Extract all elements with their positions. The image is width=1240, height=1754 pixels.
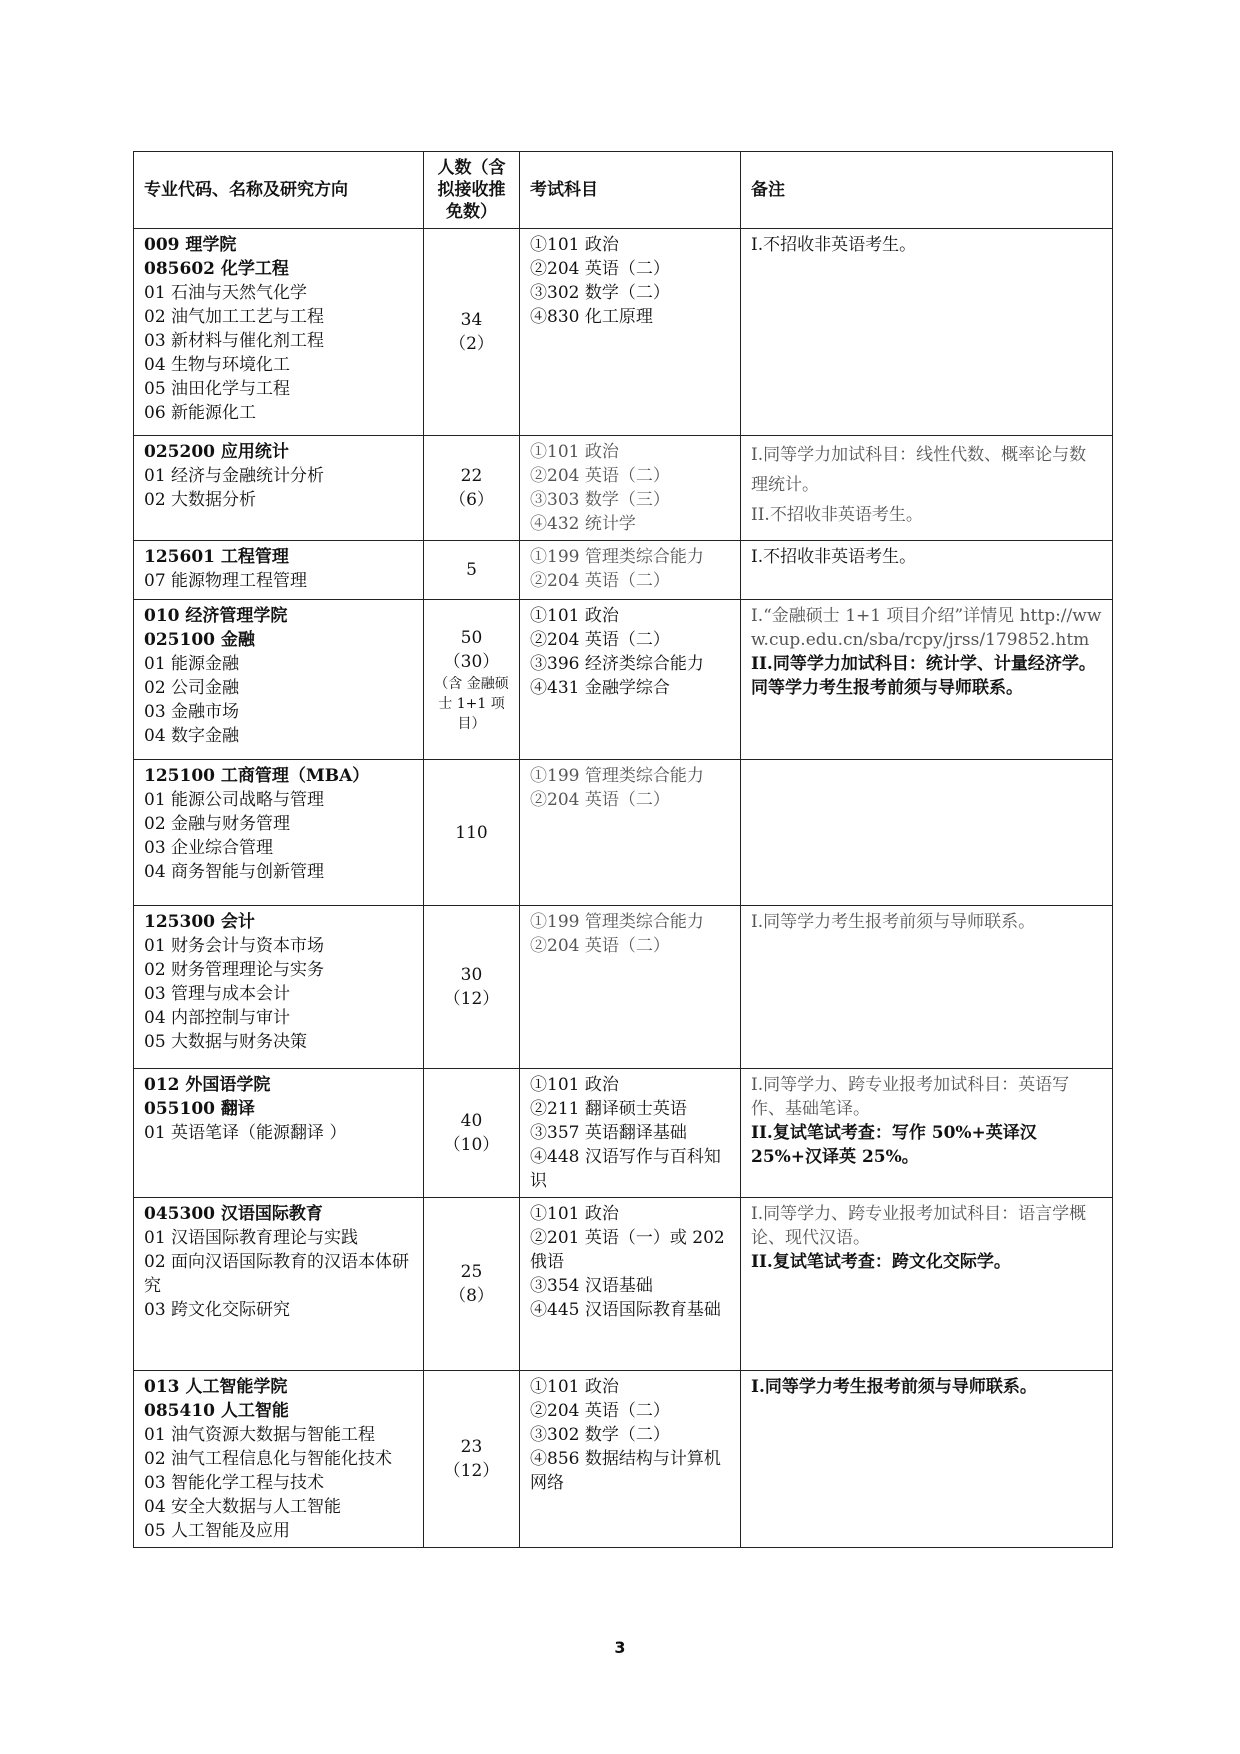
direction: 05 油田化学与工程 xyxy=(144,379,291,399)
table-row xyxy=(134,1198,1113,1371)
notes-cell xyxy=(741,436,1113,541)
exam-cell xyxy=(520,1198,741,1371)
direction: 03 企业综合管理 xyxy=(144,838,274,858)
notes-cell xyxy=(741,760,1113,906)
table-row xyxy=(134,1069,1113,1198)
direction: 02 金融与财务管理 xyxy=(144,814,291,834)
note: II.复试笔试考查：写作 50%+英译汉 25%+汉译英 25%。 xyxy=(751,1123,1037,1167)
exam-cell xyxy=(520,600,741,760)
major-cell xyxy=(134,436,424,541)
count: 40 xyxy=(460,1111,483,1131)
direction: 04 内部控制与审计 xyxy=(144,1008,291,1028)
note: I.同等学力考生报考前须与导师联系。 xyxy=(751,912,1036,932)
notes-cell xyxy=(741,1371,1113,1548)
school-name: 012 外国语学院 xyxy=(144,1075,271,1095)
major-name: 125300 会计 xyxy=(144,912,255,932)
major-name: 025100 金融 xyxy=(144,630,255,650)
note: II.不招收非英语考生。 xyxy=(751,505,923,525)
count-cell xyxy=(424,906,520,1069)
exam-subject: ①101 政治 xyxy=(530,1377,619,1397)
direction: 06 新能源化工 xyxy=(144,403,257,423)
direction: 01 能源金融 xyxy=(144,654,240,674)
table-row xyxy=(134,229,1113,436)
direction: 02 面向汉语国际教育的汉语本体研究 xyxy=(144,1252,410,1296)
count-sub: （2） xyxy=(449,334,494,354)
exam-subject: ②204 英语（二） xyxy=(530,790,670,810)
major-cell xyxy=(134,1069,424,1198)
exam-subject: ④448 汉语写作与百科知识 xyxy=(530,1147,721,1191)
direction: 05 大数据与财务决策 xyxy=(144,1032,308,1052)
direction: 02 公司金融 xyxy=(144,678,240,698)
count-sub: （8） xyxy=(449,1286,494,1306)
exam-subject: ③357 英语翻译基础 xyxy=(530,1123,687,1143)
count-sub: （10） xyxy=(443,1135,500,1155)
major-cell xyxy=(134,760,424,906)
exam-subject: ①101 政治 xyxy=(530,606,619,626)
exam-subject: ③303 数学（三） xyxy=(530,490,670,510)
count: 50 xyxy=(460,627,483,648)
note: I.不招收非英语考生。 xyxy=(751,235,917,255)
direction: 03 管理与成本会计 xyxy=(144,984,291,1004)
table-row xyxy=(134,760,1113,906)
note: I.同等学力、跨专业报考加试科目：英语写作、基础笔译。 xyxy=(751,1075,1070,1119)
exam-subject: ④830 化工原理 xyxy=(530,307,653,327)
exam-cell xyxy=(520,1371,741,1548)
header-exam: 考试科目 xyxy=(520,152,741,229)
direction: 02 油气加工工艺与工程 xyxy=(144,307,325,327)
direction: 04 数字金融 xyxy=(144,726,240,746)
note: I.同等学力考生报考前须与导师联系。 xyxy=(751,1377,1037,1397)
count-cell xyxy=(424,1198,520,1371)
note: II.复试笔试考查：跨文化交际学。 xyxy=(751,1252,1011,1272)
major-cell xyxy=(134,906,424,1069)
exam-subject: ②204 英语（二） xyxy=(530,571,670,591)
count: 23 xyxy=(460,1437,483,1457)
count: 110 xyxy=(455,822,488,843)
exam-subject: ④856 数据结构与计算机网络 xyxy=(530,1449,721,1493)
note: II.同等学力加试科目：统计学、计量经济学。同等学力考生报考前须与导师联系。 xyxy=(751,654,1096,698)
exam-cell xyxy=(520,229,741,436)
count-cell xyxy=(424,600,520,760)
count-sub: （30） xyxy=(443,651,500,672)
exam-subject: ②204 英语（二） xyxy=(530,1401,670,1421)
exam-subject: ①101 政治 xyxy=(530,1075,619,1095)
direction: 04 生物与环境化工 xyxy=(144,355,291,375)
direction: 02 油气工程信息化与智能化技术 xyxy=(144,1449,393,1469)
count-cell xyxy=(424,541,520,600)
table-row xyxy=(134,600,1113,760)
page-number: 3 xyxy=(614,1638,626,1657)
direction: 01 能源公司战略与管理 xyxy=(144,790,325,810)
count-cell xyxy=(424,760,520,906)
direction: 01 英语笔译（能源翻译 ） xyxy=(144,1123,347,1143)
major-cell xyxy=(134,600,424,760)
notes-cell xyxy=(741,1069,1113,1198)
count-note: （含 金融硕士 1+1 项目） xyxy=(434,675,509,732)
major-name: 125601 工程管理 xyxy=(144,547,289,567)
exam-subject: ②204 英语（二） xyxy=(530,630,670,650)
direction: 01 财务会计与资本市场 xyxy=(144,936,325,956)
count-sub: （12） xyxy=(443,1461,500,1481)
exam-subject: ④431 金融学综合 xyxy=(530,678,670,698)
notes-cell xyxy=(741,906,1113,1069)
count: 34 xyxy=(460,310,483,330)
direction: 05 人工智能及应用 xyxy=(144,1521,291,1541)
note: I.不招收非英语考生。 xyxy=(751,547,917,567)
exam-subject: ①199 管理类综合能力 xyxy=(530,912,704,932)
count-sub: （12） xyxy=(443,989,500,1009)
school-name: 009 理学院 xyxy=(144,235,237,255)
direction: 07 能源物理工程管理 xyxy=(144,571,308,591)
exam-subject: ①199 管理类综合能力 xyxy=(530,547,704,567)
notes-cell xyxy=(741,600,1113,760)
major-name: 025200 应用统计 xyxy=(144,442,289,462)
direction: 01 油气资源大数据与智能工程 xyxy=(144,1425,376,1445)
exam-subject: ①101 政治 xyxy=(530,1204,619,1224)
direction: 04 安全大数据与人工智能 xyxy=(144,1497,342,1517)
table-row xyxy=(134,1371,1113,1548)
note: I.同等学力加试科目：线性代数、概率论与数理统计。 xyxy=(751,445,1087,495)
count: 22 xyxy=(460,466,483,486)
exam-subject: ①199 管理类综合能力 xyxy=(530,766,704,786)
exam-subject: ②204 英语（二） xyxy=(530,936,670,956)
header-row xyxy=(134,152,1113,229)
notes-cell xyxy=(741,229,1113,436)
exam-cell xyxy=(520,436,741,541)
count: 30 xyxy=(460,965,483,985)
direction: 04 商务智能与创新管理 xyxy=(144,862,325,882)
major-cell xyxy=(134,541,424,600)
count-cell xyxy=(424,436,520,541)
major-name: 085602 化学工程 xyxy=(144,259,289,279)
exam-subject: ③354 汉语基础 xyxy=(530,1276,653,1296)
direction: 03 跨文化交际研究 xyxy=(144,1300,291,1320)
direction: 01 石油与天然气化学 xyxy=(144,283,308,303)
notes-cell xyxy=(741,541,1113,600)
school-name: 010 经济管理学院 xyxy=(144,606,288,626)
count: 5 xyxy=(466,560,477,580)
exam-subject: ②211 翻译硕士英语 xyxy=(530,1099,687,1119)
admissions-table xyxy=(133,151,1113,1548)
exam-subject: ③302 数学（二） xyxy=(530,1425,670,1445)
note: I.同等学力、跨专业报考加试科目：语言学概论、现代汉语。 xyxy=(751,1204,1087,1248)
exam-subject: ②204 英语（二） xyxy=(530,466,670,486)
count-cell xyxy=(424,229,520,436)
direction: 03 金融市场 xyxy=(144,702,240,722)
direction: 02 财务管理理论与实务 xyxy=(144,960,325,980)
exam-subject: ③302 数学（二） xyxy=(530,283,670,303)
exam-subject: ④445 汉语国际教育基础 xyxy=(530,1300,721,1320)
major-cell xyxy=(134,229,424,436)
exam-subject: ①101 政治 xyxy=(530,235,619,255)
exam-subject: ②204 英语（二） xyxy=(530,259,670,279)
exam-subject: ①101 政治 xyxy=(530,442,619,462)
header-notes: 备注 xyxy=(741,152,1113,229)
direction: 03 智能化学工程与技术 xyxy=(144,1473,325,1493)
major-cell xyxy=(134,1198,424,1371)
count-cell xyxy=(424,1069,520,1198)
header-count: 人数（含拟接收推免数） xyxy=(424,152,520,229)
exam-subject: ④432 统计学 xyxy=(530,514,636,534)
major-name: 055100 翻译 xyxy=(144,1099,255,1119)
count-sub: （6） xyxy=(449,490,494,510)
major-name: 085410 人工智能 xyxy=(144,1401,289,1421)
major-cell xyxy=(134,1371,424,1548)
header-major: 专业代码、名称及研究方向 xyxy=(134,152,424,229)
major-name: 045300 汉语国际教育 xyxy=(144,1204,323,1224)
exam-cell xyxy=(520,760,741,906)
exam-subject: ③396 经济类综合能力 xyxy=(530,654,704,674)
school-name: 013 人工智能学院 xyxy=(144,1377,288,1397)
note: I.“金融硕士 1+1 项目介绍”详情见 http://www.cup.edu.cn/sba/rcpy/jrss/179852.htm xyxy=(751,606,1102,650)
exam-cell xyxy=(520,541,741,600)
table-row xyxy=(134,906,1113,1069)
major-name: 125100 工商管理（MBA） xyxy=(144,766,370,786)
exam-cell xyxy=(520,906,741,1069)
direction: 02 大数据分析 xyxy=(144,490,257,510)
count: 25 xyxy=(460,1262,483,1282)
direction: 03 新材料与催化剂工程 xyxy=(144,331,325,351)
exam-cell xyxy=(520,1069,741,1198)
count-cell xyxy=(424,1371,520,1548)
exam-subject: ②201 英语（一）或 202 俄语 xyxy=(530,1228,725,1272)
direction: 01 经济与金融统计分析 xyxy=(144,466,325,486)
direction: 01 汉语国际教育理论与实践 xyxy=(144,1228,359,1248)
table-row xyxy=(134,436,1113,541)
table-row xyxy=(134,541,1113,600)
notes-cell xyxy=(741,1198,1113,1371)
